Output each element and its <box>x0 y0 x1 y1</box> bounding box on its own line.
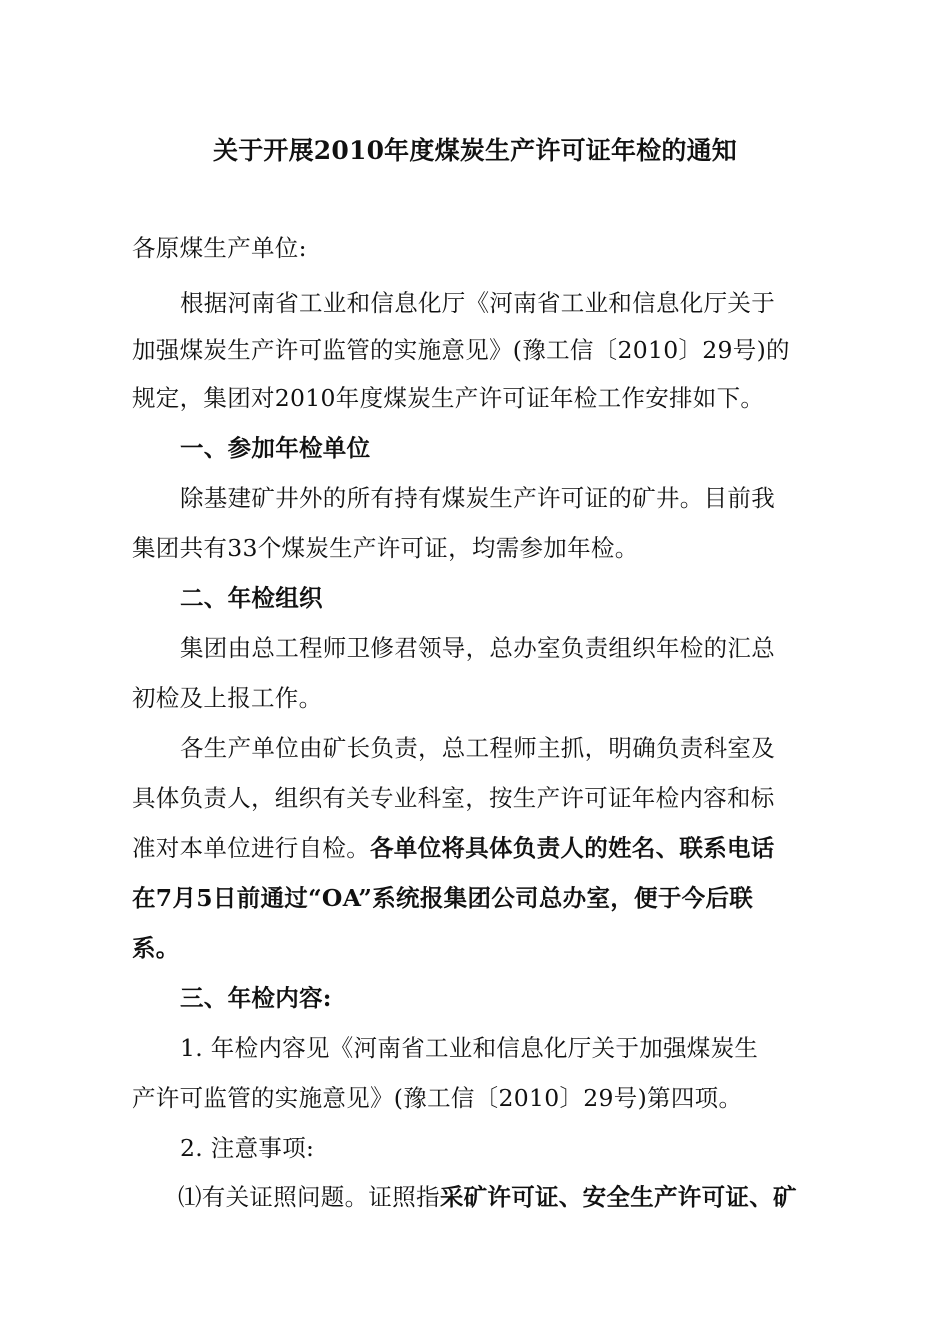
license-list-text: 采矿许可证、安全生产许可证、矿 <box>439 1183 797 1211</box>
section-3-item-1-line-1: 1. 年检内容见《河南省工业和信息化厅关于加强煤炭生 <box>180 1034 759 1062</box>
intro-line-1: 根据河南省工业和信息化厅《河南省工业和信息化厅关于 <box>180 289 775 317</box>
section-3-item-2: 2. 注意事项: <box>180 1134 315 1162</box>
contact-requirement-text: 各单位将具体负责人的姓名、联系电话 <box>370 834 775 862</box>
section-3-item-2-sub <box>132 1177 868 1217</box>
section-2-para-1-line-2: 初检及上报工作。 <box>132 684 323 712</box>
intro-line-2: 加强煤炭生产许可监管的实施意见》(豫工信〔2010〕29号)的 <box>132 336 790 364</box>
license-issue-text: ⑴有关证照问题。证照指 <box>178 1183 440 1211</box>
document-title: 关于开展2010年度煤炭生产许可证年检的通知 <box>213 136 737 165</box>
section-2-bold-line-1: 在7月5日前通过“OA”系统报集团公司总办室，便于今后联 <box>132 884 754 912</box>
section-2-para-2-line-1: 各生产单位由矿长负责，总工程师主抓，明确负责科室及 <box>180 734 775 762</box>
section-2-bold-line-2: 系。 <box>132 934 180 962</box>
salutation: 各原煤生产单位: <box>132 234 307 262</box>
intro-line-3: 规定，集团对2010年度煤炭生产许可证年检工作安排如下。 <box>132 384 765 412</box>
section-3-heading: 三、年检内容: <box>180 984 332 1012</box>
section-2-para-2-line-2: 具体负责人，组织有关专业科室，按生产许可证年检内容和标 <box>132 784 775 812</box>
section-1-line-2: 集团共有33个煤炭生产许可证，均需参加年检。 <box>132 534 639 562</box>
section-1-heading: 一、参加年检单位 <box>180 434 371 462</box>
section-2-para-2-line-3 <box>132 828 822 868</box>
section-2-para-1-line-1: 集团由总工程师卫修君领导，总办室负责组织年检的汇总 <box>180 634 775 662</box>
section-3-item-1-line-2: 产许可监管的实施意见》(豫工信〔2010〕29号)第四项。 <box>132 1084 743 1112</box>
self-check-text: 准对本单位进行自检。 <box>132 834 370 862</box>
section-2-heading: 二、年检组织 <box>180 584 323 612</box>
section-1-line-1: 除基建矿井外的所有持有煤炭生产许可证的矿井。目前我 <box>180 484 775 512</box>
